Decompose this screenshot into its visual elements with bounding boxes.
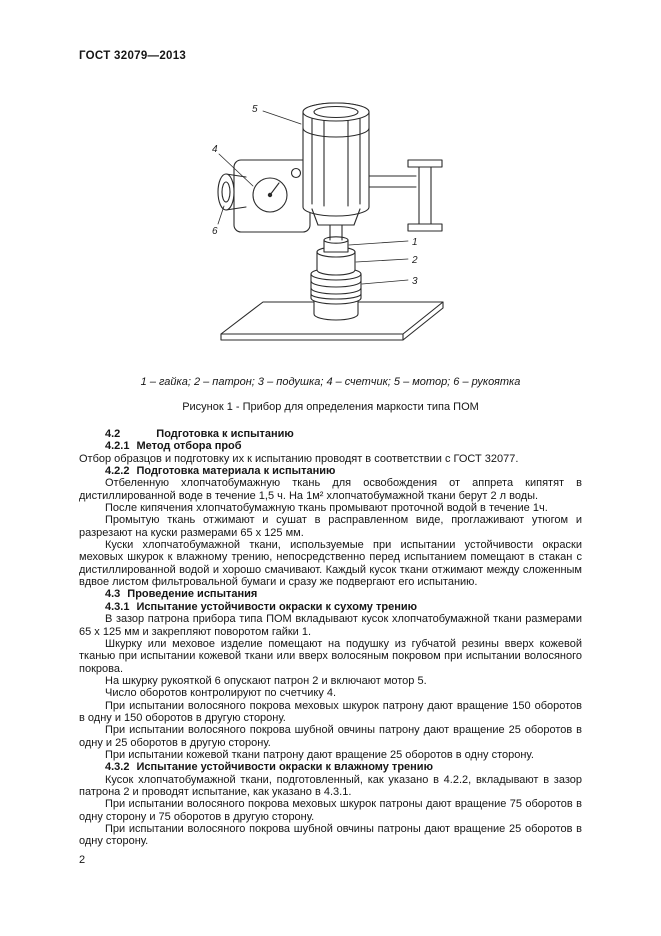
heading-number: 4.2.2: [105, 465, 130, 478]
section-heading: [79, 440, 582, 452]
callout-chuck-label: 2: [411, 255, 418, 266]
paragraph: На шкурку рукояткой 6 опускают патрон 2 и включают мотор 5.: [105, 674, 427, 687]
section-heading: [79, 601, 582, 613]
heading-number: 4.2.1: [105, 440, 130, 453]
figure-legend: 1 – гайка; 2 – патрон; 3 – подушка; 4 – счетчик; 5 – мотор; 6 – рукоятка: [140, 376, 521, 388]
section-heading: [79, 428, 582, 440]
section-heading: [79, 588, 582, 600]
heading-title: Подготовка к испытанию: [156, 428, 294, 440]
paragraph: Отбор образцов и подготовку их к испытанию проводят в соответствии с ГОСТ 32077.: [79, 452, 519, 465]
heading-title: Испытание устойчивости окраски к сухому трению: [136, 600, 418, 613]
stand-bracket-shape: [408, 160, 442, 231]
callout-counter-label: 4: [211, 144, 218, 155]
heading-title: Проведение испытания: [127, 588, 258, 601]
figure-area: [79, 94, 582, 362]
heading-number: 4.3.1: [105, 600, 130, 613]
paragraph: Шкурку или меховое изделие помещают на подушку из губчатой резины вверх кожевой тканью при испытании кожевой ткани или вверх волосяным покровом при испытании волосяного покрова.: [79, 637, 582, 675]
heading-title: Метод отбора проб: [136, 440, 242, 453]
paragraph: Отбеленную хлопчатобумажную ткань для освобождения от аппрета кипятят в дистиллированной воде в течение 1,5 ч. На 1м² хлопчатобумажной ткани берут 2 л воды.: [79, 477, 582, 502]
paragraph: Промытую ткань отжимают и сушат в расправленном виде, проглаживают утюгом и разрезают на куски размерами 65 х 125 мм.: [79, 514, 582, 539]
page-number: 2: [79, 854, 86, 866]
heading-title: Испытание устойчивости окраски к влажному трению: [136, 761, 433, 774]
section-heading: [79, 761, 582, 773]
heading-title: Подготовка материала к испытанию: [136, 465, 336, 478]
heading-number: 4.2: [105, 428, 121, 440]
paragraph: В зазор патрона прибора типа ПОМ вкладывают кусок хлопчатобумажной ткани размерами 65 х 125 мм и закрепляют поворотом гайки 1.: [79, 613, 582, 638]
callout-cushion-label: 3: [411, 276, 418, 287]
paragraph: Кусок хлопчатобумажной ткани, подготовленный, как указано в 4.2.2, вкладывают в зазор патрона 2 и проводят испытание, как указано в 4.3.1.: [79, 773, 582, 798]
paragraph: При испытании кожевой ткани патрону дают вращение 25 оборотов в одну сторону.: [105, 748, 534, 761]
figure-caption: Рисунок 1 - Прибор для определения маркости типа ПОМ: [182, 401, 479, 413]
paragraph: Куски хлопчатобумажной ткани, используемые при испытании устойчивости окраски меховых шкурок к влажному трению, непосредственно перед испытанием помещают в стакан с дистиллированной водой и хорошо смачивают. Каждый кусок ткани отжимают между сложенным вдвое листом фильтровальной бумаги и сразу же подвергают его испытанию.: [79, 539, 582, 589]
heading-number: 4.3: [105, 588, 121, 601]
apparatus-figure: [206, 94, 456, 362]
section-heading: [79, 465, 582, 477]
callout-handle-label: 6: [211, 226, 218, 237]
paragraph: Число оборотов контролируют по счетчику 4.: [105, 687, 337, 700]
paragraph: После кипячения хлопчатобумажную ткань промывают проточной водой в течение 1ч.: [105, 502, 548, 515]
document-body: [79, 428, 582, 848]
paragraph: При испытании волосяного покрова меховых шкурок патроны дают вращение 75 оборотов в одну сторону и 75 оборотов в другую сторону.: [79, 798, 582, 823]
heading-number: 4.3.2: [105, 761, 130, 774]
paragraph: При испытании волосяного покрова шубной овчины патроны дают вращение 25 оборотов в одну сторону.: [79, 823, 582, 848]
callout-nut-label: 1: [411, 237, 418, 248]
document-header: ГОСТ 32079—2013: [79, 50, 187, 62]
paragraph: При испытании волосяного покрова шубной овчины патрону дают вращение 25 оборотов в одну и 25 оборотов в другую сторону.: [79, 724, 582, 749]
motor-shape: [303, 103, 369, 216]
callout-motor-label: 5: [251, 104, 258, 115]
paragraph: При испытании волосяного покрова меховых шкурок патрону дают вращение 150 оборотов в одну и 150 оборотов в другую сторону.: [79, 699, 582, 724]
nut-shape: [324, 237, 348, 252]
